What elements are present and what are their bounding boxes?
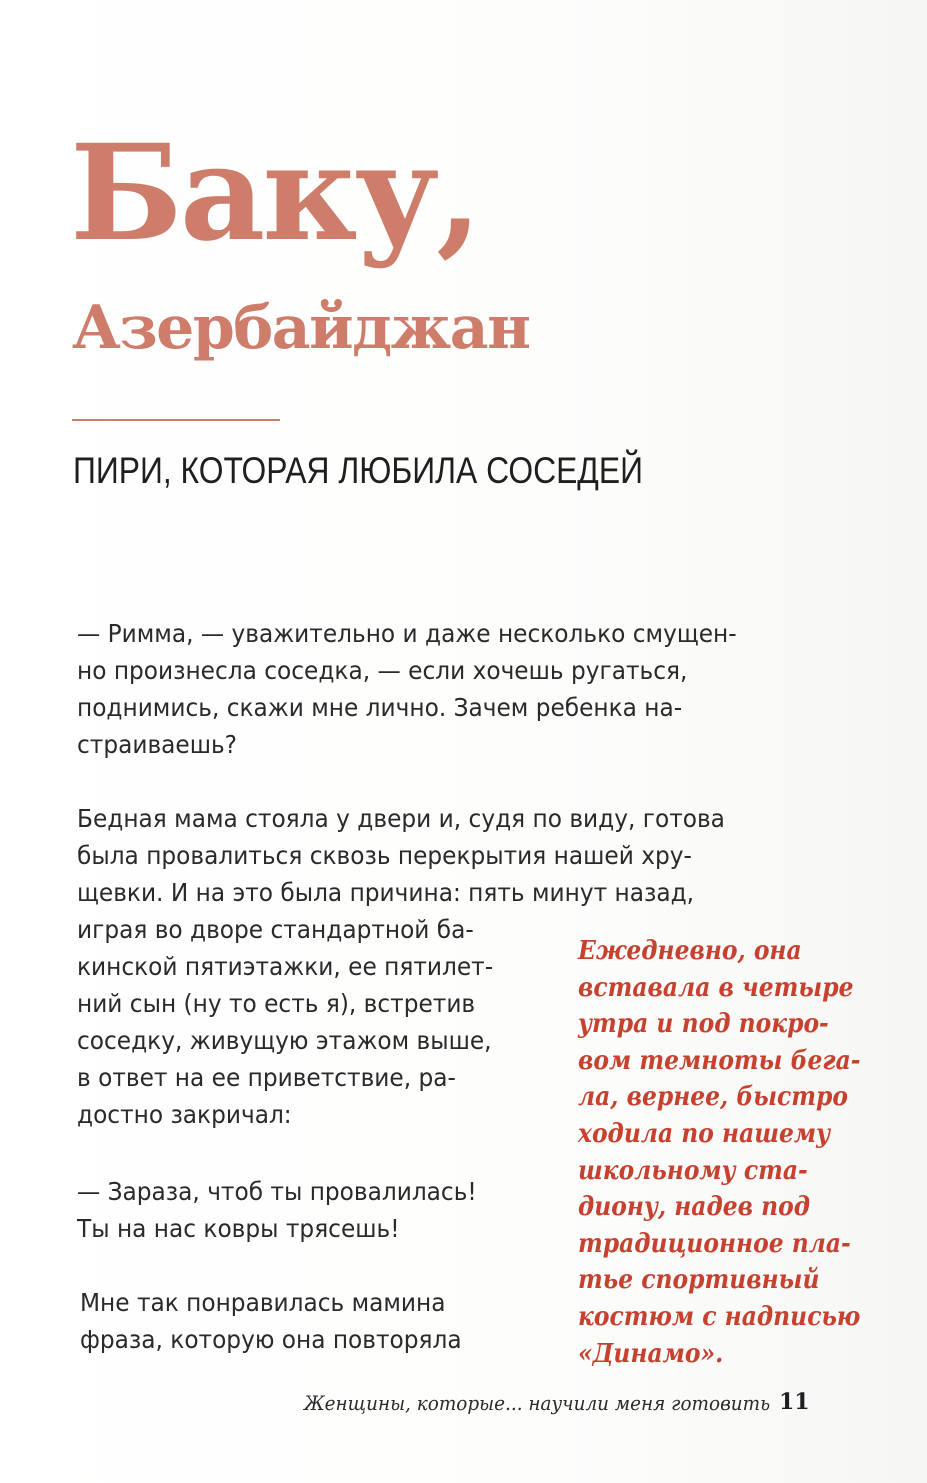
text-line: Мне так понравилась мамина (80, 1288, 446, 1317)
quote-line: костюм с надписью (578, 1301, 861, 1332)
running-title: Женщины, которые... научили меня готовить (304, 1391, 771, 1415)
quote-line: школьному ста- (578, 1155, 808, 1186)
paragraph-3 (77, 1173, 477, 1247)
chapter-subtitle: Азербайджан (72, 293, 530, 363)
section-heading: ПИРИ, КОТОРАЯ ЛЮБИЛА СОСЕДЕЙ (73, 450, 643, 491)
text-line: играя во дворе стандартной ба- (77, 915, 474, 944)
text-line: была провалиться сквозь перекрытия нашей хру- (77, 841, 692, 870)
text-line: щевки. И на это была причина: пять минут назад, (77, 878, 695, 907)
quote-line: утра и под покро- (578, 1009, 829, 1040)
quote-line: тье спортивный (578, 1265, 820, 1296)
paragraph-4 (80, 1284, 462, 1358)
text-line: Ты на нас ковры трясешь! (77, 1214, 400, 1243)
text-line: — Римма, — уважительно и даже несколько смущен- (77, 619, 737, 648)
quote-line: «Динамо». (578, 1338, 724, 1369)
text-line: страиваешь? (77, 730, 238, 759)
quote-line: вом темноты бега- (578, 1045, 861, 1076)
text-line: ний сын (ну то есть я), встретив (77, 989, 476, 1018)
text-line: достно закричал: (77, 1100, 292, 1129)
quote-line: вставала в четыре (578, 972, 854, 1003)
text-line: — Зараза, чтоб ты провалилась! (77, 1177, 477, 1206)
quote-line: Ежедневно, она (578, 936, 802, 966)
text-line: Бедная мама стояла у двери и, судя по виду, готова (77, 804, 725, 833)
quote-line: ла, вернее, быстро (578, 1082, 849, 1113)
text-line: фраза, которую она повторяла (80, 1325, 462, 1354)
text-line: в ответ на ее приветствие, ра- (77, 1063, 456, 1092)
quote-line: традиционное пла- (578, 1228, 851, 1259)
text-line: поднимись, скажи мне лично. Зачем ребенка на- (77, 693, 683, 722)
title-divider (72, 419, 280, 421)
text-line: кинской пятиэтажки, ее пятилет- (77, 952, 494, 981)
paragraph-1 (77, 615, 737, 763)
page-number: 11 (779, 1389, 810, 1415)
text-line: соседку, живущую этажом выше, (77, 1026, 492, 1055)
quote-line: ходила по нашему (578, 1118, 831, 1149)
quote-line: диону, надев под (578, 1192, 811, 1223)
text-line: но произнесла соседка, — если хочешь ругаться, (77, 656, 688, 685)
pull-quote (578, 933, 860, 1372)
chapter-title: Баку, (70, 116, 480, 271)
